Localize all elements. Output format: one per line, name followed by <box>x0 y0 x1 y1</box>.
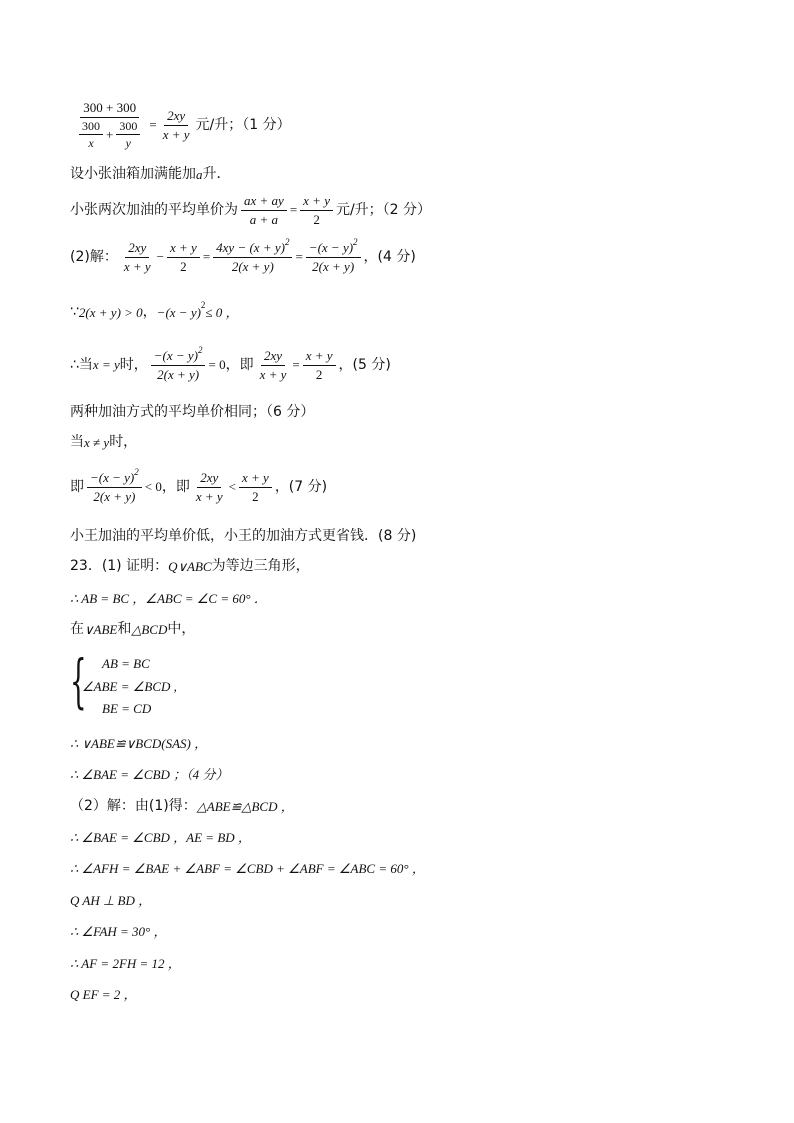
fraction-1 <box>241 193 287 227</box>
equals-sign: = <box>149 117 157 133</box>
score: ，(4 分) <box>363 248 416 265</box>
fraction-3 <box>213 237 292 274</box>
text-tail: 升． <box>202 166 231 182</box>
equals-zero: = 0 <box>208 357 226 373</box>
score: ，(7 分) <box>274 478 328 495</box>
line-17 <box>70 830 251 846</box>
fraction-denominator: x + y <box>162 126 190 142</box>
fraction-4 <box>306 237 361 274</box>
fraction-numerator: x + y <box>239 470 272 488</box>
line-7 <box>70 404 314 421</box>
fraction-3 <box>303 348 336 382</box>
line-15 <box>70 767 228 783</box>
condition: x ≠ y <box>84 434 110 450</box>
line-20 <box>70 924 167 940</box>
text-tail: 为等边三角形， <box>211 558 310 574</box>
line-6 <box>70 345 391 382</box>
expression: ∴ ∠BAE = ∠CBD ；（4 分） <box>70 767 229 782</box>
fraction-1 <box>121 240 154 274</box>
expression: ∴ ∠AFH = ∠BAE + ∠ABF = ∠CBD + ∠ABF = ∠ABC = 60° ， <box>70 861 425 876</box>
expression: Q EF = 2 ， <box>70 987 137 1002</box>
equals-sign: = <box>289 202 298 218</box>
expression: △ABE≌△BCD ， <box>196 798 294 814</box>
triangle-1: ∨ABE <box>84 621 118 637</box>
numerator-text: −(x − y) <box>153 348 198 363</box>
fraction-3 <box>239 470 272 504</box>
fraction-denominator: 2(x + y) <box>312 258 355 274</box>
line-10 <box>70 528 416 545</box>
expression: ∴ AF = 2FH = 12 ， <box>70 956 181 971</box>
text: 当 <box>70 434 84 450</box>
fraction-2 <box>167 240 200 274</box>
line-8 <box>70 434 137 451</box>
minus-sign: − <box>156 249 164 265</box>
fraction-numerator <box>151 345 206 366</box>
fraction-denominator: x + y <box>259 366 287 382</box>
line-9 <box>70 467 328 504</box>
nested-denominator: y <box>125 135 131 150</box>
question-number: 23．(1) 证明： <box>70 558 169 574</box>
fraction-denominator: 2(x + y) <box>157 366 200 382</box>
line-1-price-formula <box>70 100 291 150</box>
expression: ∴ ∨ABE≌∨BCD(SAS) ， <box>70 736 208 751</box>
unit-and-score: 元/升；（2 分） <box>335 201 432 218</box>
fraction-numerator: ax + ay <box>241 193 287 211</box>
fraction-numerator: 2xy <box>125 240 149 258</box>
fraction-numerator: x + y <box>300 193 333 211</box>
numerator-text: −(x − y) <box>90 470 135 485</box>
expression-2: −(x − y) <box>156 304 201 320</box>
score: ，(5 分) <box>338 356 391 373</box>
text-namely: ，即 <box>225 356 254 373</box>
fraction-denominator: 2 <box>180 258 187 274</box>
system-row-1: AB = BC <box>102 656 150 671</box>
numerator-text: −(x − y) <box>308 240 354 255</box>
line-14 <box>70 736 207 752</box>
equation-system <box>70 647 270 720</box>
line-12 <box>70 591 267 607</box>
text-tail: 时， <box>109 434 138 450</box>
exponent: 2 <box>284 237 290 247</box>
expression: ∴ AB = BC ，∠ABC = ∠C = 60° ． <box>70 591 267 606</box>
text: 时， <box>119 356 148 373</box>
fraction-total-over-volume <box>73 100 146 150</box>
fraction-2 <box>193 470 226 504</box>
fraction-numerator <box>306 237 361 258</box>
text: 设小张油箱加满能加 <box>70 166 196 182</box>
fraction-numerator: x + y <box>303 348 336 366</box>
exponent: 2 <box>353 237 358 247</box>
plus-sign: + <box>106 126 114 142</box>
line-13 <box>70 621 195 638</box>
fraction-numerator <box>213 237 292 258</box>
triangle-symbol: Q∨ABC <box>168 558 212 574</box>
line-2 <box>70 166 231 183</box>
line-3 <box>70 193 431 227</box>
fraction-denominator: a + a <box>249 211 279 227</box>
equals-sign: = <box>295 249 303 265</box>
text-namely: ，即 <box>161 478 190 495</box>
equals-sign: = <box>292 357 300 373</box>
fraction-denominator: 2(x + y) <box>93 488 136 504</box>
fraction-denominator: x + y <box>123 258 151 274</box>
text: 两种加油方式的平均单价相同；（6 分） <box>70 404 315 420</box>
text-tail: 中， <box>167 621 196 637</box>
fraction-numerator: 2xy <box>261 348 285 366</box>
expression: Q AH ⊥ BD ， <box>70 893 152 908</box>
text: 和 <box>117 621 132 637</box>
fraction-denominator: 2 <box>313 211 320 227</box>
nested-fraction-b <box>116 119 140 151</box>
fraction-harmonic-mean <box>160 108 193 142</box>
exponent: 2 <box>134 467 139 477</box>
therefore-when: ∴当 <box>70 356 93 373</box>
text-namely: 即 <box>70 478 84 495</box>
expression-1: 2(x + y) > 0 <box>78 304 143 320</box>
nested-numerator: 300 <box>116 119 140 135</box>
equals-sign: = <box>202 249 211 265</box>
expression: ∴ ∠FAH = 30° ， <box>70 924 167 939</box>
line-16 <box>70 798 294 815</box>
expression: ∴ ∠BAE = ∠CBD ，AE = BD ， <box>70 830 251 845</box>
fraction-denominator: x + y <box>195 488 223 504</box>
fraction-numerator: 300 + 300 <box>80 100 139 118</box>
exponent: 2 <box>200 300 206 310</box>
variable: a <box>196 166 203 182</box>
nested-numerator: 300 <box>79 119 103 135</box>
expression-3: ≤ 0 ， <box>205 304 239 320</box>
fraction-2 <box>300 193 333 227</box>
text: 在 <box>70 621 84 637</box>
fraction-numerator: 2xy <box>197 470 221 488</box>
prefix: (2)解： <box>70 248 118 265</box>
system-row-3: BE = CD <box>102 701 152 716</box>
fraction-denominator: 2(x + y) <box>231 258 274 274</box>
line-5 <box>70 300 239 321</box>
unit-and-score: 元/升；（1 分） <box>195 116 291 133</box>
separator: ， <box>142 304 157 320</box>
line-19 <box>70 893 151 909</box>
condition: x = y <box>92 357 120 373</box>
line-11 <box>70 558 310 575</box>
line-4 <box>70 237 416 274</box>
fraction-numerator <box>87 467 142 488</box>
fraction-denominator <box>73 118 146 151</box>
triangle-2: △BCD <box>131 621 168 637</box>
fraction-numerator: x + y <box>167 240 200 258</box>
fraction-1 <box>87 467 142 504</box>
left-brace: { <box>70 647 87 715</box>
text: 小王加油的平均单价低，小王的加油方式更省钱．(8 分) <box>70 528 417 544</box>
fraction-denominator: 2 <box>252 488 259 504</box>
line-18 <box>70 861 425 877</box>
text: 小张两次加油的平均单价为 <box>70 201 238 218</box>
system-row-2: ∠ABE = ∠BCD , <box>82 679 177 694</box>
less-than-sign: < <box>228 479 236 495</box>
text: （2）解：由(1)得： <box>70 798 197 814</box>
nested-fraction-a <box>79 119 103 151</box>
line-22 <box>70 987 137 1003</box>
because-symbol: ∵ <box>70 304 79 320</box>
line-21 <box>70 956 181 972</box>
exponent: 2 <box>197 345 203 355</box>
fraction-2 <box>257 348 290 382</box>
fraction-denominator: 2 <box>315 366 323 382</box>
fraction-numerator: 2xy <box>164 108 188 126</box>
fraction-1 <box>151 345 206 382</box>
numerator-text: 4xy − (x + y) <box>216 240 285 255</box>
nested-denominator: x <box>88 135 94 150</box>
less-than-zero: < 0 <box>144 479 162 495</box>
